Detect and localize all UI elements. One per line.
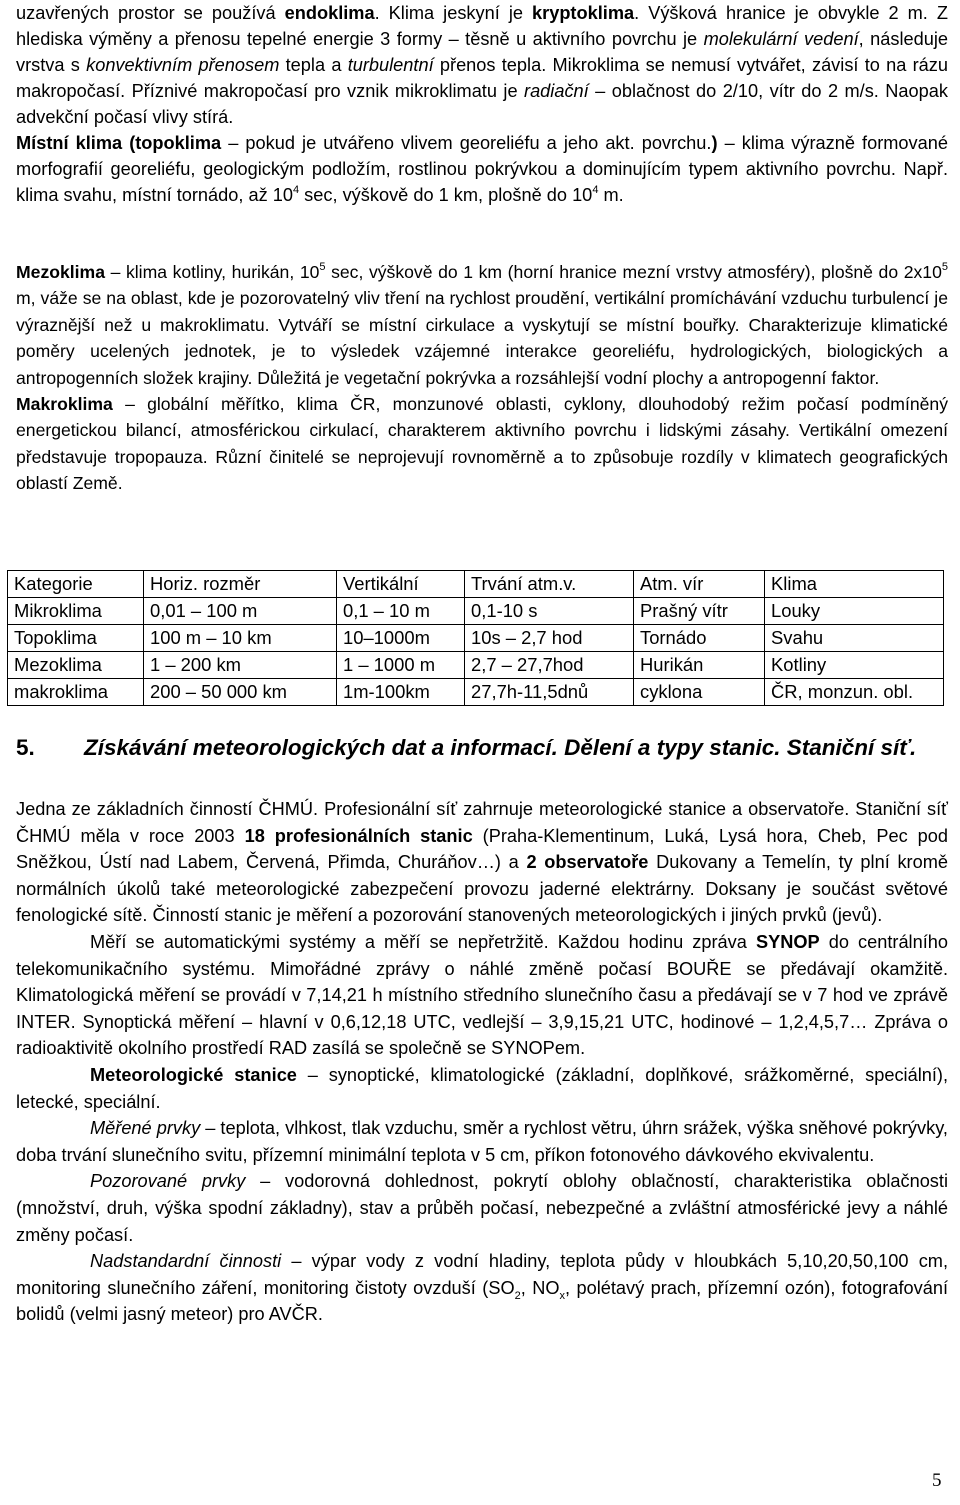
section-number: 5. <box>16 735 35 760</box>
table-row <box>8 679 944 706</box>
text: , následuje vrstva s <box>16 29 949 75</box>
table-row <box>8 598 944 625</box>
text-block-stations <box>16 796 948 1328</box>
text: – oblačnost do 2/10, vítr do 2 m/s. Naopak advekční počasí vlivy stírá. <box>16 81 948 127</box>
table-row <box>8 571 944 598</box>
table-cell: Kotliny <box>765 652 944 679</box>
text: – klima výrazně formované morfografií georeliéfu, geologickým podložím, rostlinou pokrývkou a dominujícím typem aktivního povrchu. Např. klima svahu, místní tornádo, až 10 <box>16 133 948 205</box>
table-cell: Mikroklima <box>8 598 144 625</box>
section-title: Získávání meteorologických dat a informací. Dělení a typy stanic. Staniční síť. <box>84 735 917 760</box>
paragraph-station-types <box>16 1062 948 1115</box>
term-topoklima: Místní klima (topoklima <box>16 133 222 153</box>
text: – synoptické, klimatologické (základní, doplňkové, srážkoměrné, speciální), letecké, speciální. <box>16 1064 949 1112</box>
table-cell: Svahu <box>765 625 944 652</box>
text: – teplota, vlhkost, tlak vzduchu, směr a rychlost větru, úhrn srážek, výška sněhové pokrývky, doba trvání slunečního svitu, přízemní minimální teplota v 5 cm, příkon fotonového dávkového ekvivalentu. <box>16 1118 948 1165</box>
table-cell: Hurikán <box>634 652 765 679</box>
term-turbulent: turbulentní <box>347 55 434 75</box>
text: ) <box>711 133 718 153</box>
text: – pokud je utvářeno vlivem georeliéfu a jeho akt. povrchu. <box>221 133 712 153</box>
table-row <box>8 625 944 652</box>
text: Mikroklima se nemusí vytvářet, závisí to na rázu makropočasí. Příznivé makropočasí pro vznik mikroklimatu je <box>16 55 948 101</box>
table-cell: 1 – 1000 m <box>337 652 465 679</box>
term-stations: 18 profesionálních stanic <box>244 825 473 846</box>
text: Jedna ze základních činností ČHMÚ. Profesionální síť zahrnuje meteorologické stanice a observatoře. Staniční síť ČHMÚ měla v roce 2003 <box>16 799 948 846</box>
term-convective: konvektivním přenosem <box>86 55 280 75</box>
table-cell: Mezoklima <box>8 652 144 679</box>
term-radiation: radiační <box>524 81 589 101</box>
table-cell: 2,7 – 27,7hod <box>465 652 634 679</box>
text: uzavřených prostor se používá <box>16 3 285 23</box>
term-observatories: 2 observatoře <box>526 852 649 873</box>
superscript: 5 <box>319 261 326 274</box>
term-makroklima: Makroklima <box>16 394 113 415</box>
text: , NO <box>520 1277 560 1298</box>
text: do centrálního telekomunikačního systému. Mimořádné zprávy o náhlé změně počasí BOUŘE se předávají okamžitě. Klimatologická měření se provádí v 7,14,21 h místního středního slunečního času a předávají se v 7 hod ve zprávě INTER. Synoptická měření – hlavní v 0,6,12,18 UTC, vedlejší – 3,9,15,21 UTC, hodinové – 1,2,4,5,7… Zpráva o radioaktivitě okolního prostředí RAD zasílá se společně se SYNOPem. <box>16 931 948 1059</box>
term-kryptoklima: kryptoklima <box>532 3 635 23</box>
superscript: 5 <box>941 261 948 274</box>
table-cell: Horiz. rozměr <box>144 571 337 598</box>
table-cell: Prašný vítr <box>634 598 765 625</box>
text: přenos tepla. <box>433 55 547 75</box>
term-extra: Nadstandardní činnosti <box>90 1251 282 1272</box>
table-cell: 10–1000m <box>337 625 465 652</box>
text: . Výšková hranice je obvykle 2 m. Z hlediska výměny a přenosu tepelné energie 3 formy – těsně u aktivního povrchu je <box>16 3 949 49</box>
text: – výpar vody z vodní hladiny, teplota půdy v hloubkách 5,10,20,50,100 cm, monitoring slunečního záření, monitoring čistoty ovzduší (SO <box>16 1251 948 1298</box>
term-endoklima: endoklima <box>284 3 375 23</box>
table-cell: Vertikální <box>337 571 465 598</box>
paragraph-mezoklima <box>16 259 948 391</box>
term-synop: SYNOP <box>755 931 820 952</box>
term-measured: Měřené prvky <box>90 1118 201 1139</box>
table-cell: ČR, monzun. obl. <box>765 679 944 706</box>
superscript: 4 <box>592 183 599 196</box>
paragraph-observed <box>16 1168 948 1248</box>
subscript: 2 <box>514 1290 521 1303</box>
table-cell: 0,1 – 10 m <box>337 598 465 625</box>
text: m. <box>598 185 624 205</box>
table-cell: 0,01 – 100 m <box>144 598 337 625</box>
table-cell: makroklima <box>8 679 144 706</box>
table-cell: Tornádo <box>634 625 765 652</box>
paragraph-chmu-network <box>16 796 948 929</box>
table-cell: 0,1-10 s <box>465 598 634 625</box>
text-block-meso-macro <box>16 259 948 497</box>
table-cell: 100 m – 10 km <box>144 625 337 652</box>
table-cell: cyklona <box>634 679 765 706</box>
superscript: 4 <box>293 183 300 196</box>
paragraph-measured <box>16 1115 948 1168</box>
table-cell: 10s – 2,7 hod <box>465 625 634 652</box>
table-cell: Topoklima <box>8 625 144 652</box>
table-cell: 1 – 200 km <box>144 652 337 679</box>
text-block-climate-scales <box>16 0 948 208</box>
text: , polétavý prach, přízemní ozón), fotografování bolidů (velmi jasný meteor) pro AVČR. <box>16 1277 949 1325</box>
table-cell: Trvání atm.v. <box>465 571 634 598</box>
table-cell: Atm. vír <box>634 571 765 598</box>
text: – klima kotliny, hurikán, 10 <box>104 262 320 282</box>
text: sec, výškově do 1 km (horní hranice mezní vrstvy atmosféry), plošně do 2x10 <box>325 262 942 282</box>
subscript: x <box>559 1290 565 1303</box>
table-cell: Kategorie <box>8 571 144 598</box>
table-cell: Louky <box>765 598 944 625</box>
paragraph-makroklima <box>16 391 948 497</box>
text: tepla a <box>279 55 348 75</box>
table-row <box>8 652 944 679</box>
term-molecular: molekulární vedení <box>703 29 859 49</box>
text: Měří se automatickými systémy a měří se nepřetržitě. Každou hodinu zpráva <box>90 931 756 952</box>
paragraph-topoklima <box>16 130 948 208</box>
text: – vodorovná dohlednost, pokrytí oblohy oblačností, charakteristika oblačnosti (množství, druh, výška spodní základny), stav a průběh počasí, nebezpečné a zvláštní atmosférické jevy a náhlé změny počasí. <box>16 1171 948 1245</box>
text: – globální měřítko, klima ČR, monzunové oblasti, cyklony, dlouhodobý režim počasí podmíněný energetickou bilancí, atmosférickou cirkulací, charakterem aktivního povrchu i lidskými zásahy. Vertikální omezení představuje tropopauza. Různí činitelé se neprojevují rovnoměrně a to způsobuje rozdíly v klimatech geografických oblastí Země. <box>16 394 948 494</box>
table-cell: 200 – 50 000 km <box>144 679 337 706</box>
term-mezoklima: Mezoklima <box>16 262 105 282</box>
term-meteo-stations: Meteorologické stanice <box>90 1064 297 1085</box>
text: Dukovany a Temelín, ty plní kromě normálních úkolů také meteorologické zabezpečení provozu jaderné elektrárny. Doksany je součást světové fenologické sítě. Činností stanic je měření a pozorování stanovených meteorologických i jiných prvků (jevů). <box>16 852 948 926</box>
paragraph-endoklima <box>16 0 948 130</box>
table-cell: Klima <box>765 571 944 598</box>
paragraph-measurement <box>16 929 948 1062</box>
table <box>7 570 944 706</box>
paragraph-extra <box>16 1248 948 1328</box>
climate-categories-table <box>7 570 944 706</box>
page-number: 5 <box>932 1470 942 1491</box>
term-observed: Pozorované prvky <box>90 1171 246 1192</box>
text: . Klima jeskyní je <box>374 3 533 23</box>
table-cell: 27,7h-11,5dnů <box>465 679 634 706</box>
section-heading <box>16 734 948 761</box>
text: (Praha-Klementinum, Luká, Lysá hora, Cheb, Pec pod Sněžkou, Ústí nad Labem, Červená, Přimda, Churáňov…) a <box>16 825 949 873</box>
text: sec, výškově do 1 km, plošně do 10 <box>299 185 593 205</box>
text: m, váže se na oblast, kde je pozorovatelný vliv tření na rychlost proudění, vertikální promíchávání vzduchu turbulencí je výraznější než u makroklimatu. Vytváří se místní cirkulace a vyskytují se místní bouřky. Charakterizuje klimatické poměry ucelených jednotek, je to výsledek vzájemné interakce georeliéfu, hydrologických, biologických a antropogenních složek krajiny. Důležitá je vegetační pokrývka a rozsáhlejší vodní plochy a antropogenní faktor. <box>16 288 948 388</box>
table-cell: 1m-100km <box>337 679 465 706</box>
